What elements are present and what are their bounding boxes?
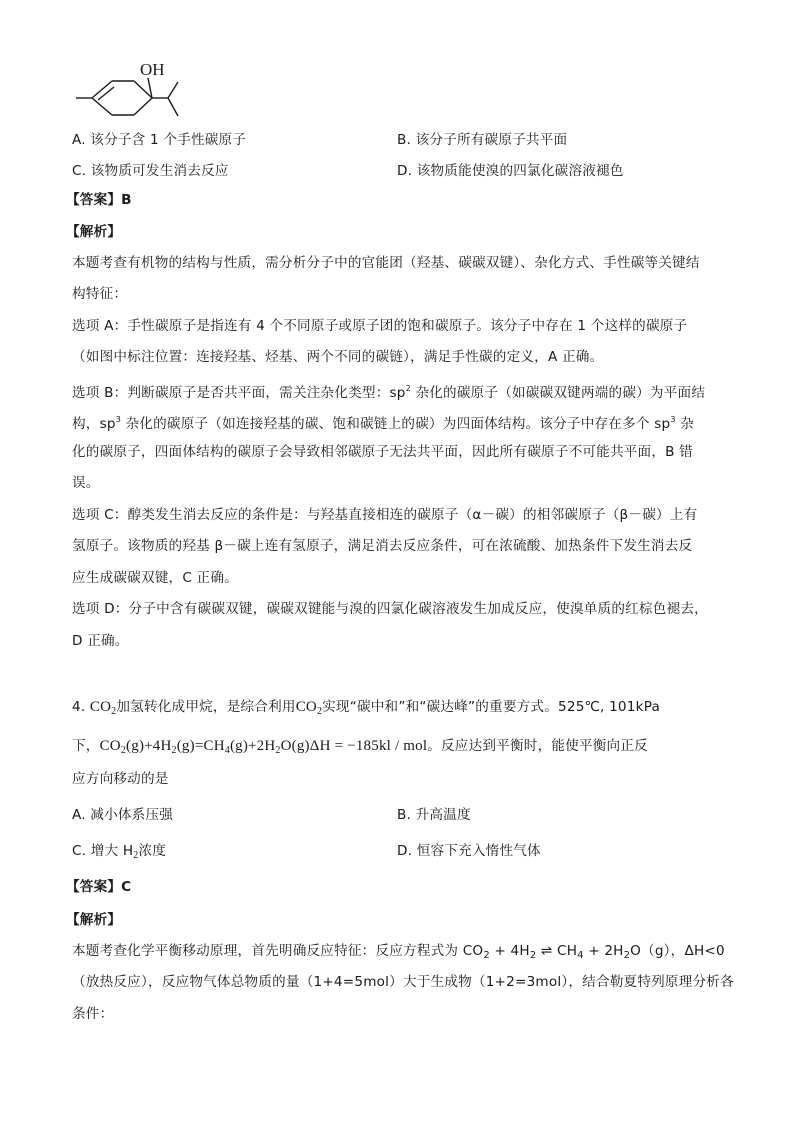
q3-option-b-analysis-line: 误。: [72, 475, 100, 491]
q4-option-b: B. 升高温度: [397, 807, 471, 823]
oh-label: OH: [140, 60, 165, 79]
q3-analysis-heading: 【解析】: [66, 224, 122, 240]
q4-stem-line: 应方向移动的是: [72, 771, 169, 787]
q3-analysis-line: 本题考查有机物的结构与性质，需分析分子中的官能团（羟基、碳碳双键）、杂化方式、手性碳等关键结: [72, 255, 700, 271]
q4-stem-line: 下，$CO_2(g)+4H_2(g)=CH_4(g)+2H_2O(g)\Delta H = -185kl$ / mol。反应达到平衡时，能使平衡向正反: [72, 738, 648, 756]
q3-analysis-line: 构特征：: [72, 286, 128, 302]
q3-answer: 【答案】B: [66, 192, 132, 208]
q3-option-d: D. 该物质能使溴的四氯化碳溶液褪色: [397, 163, 624, 179]
q4-analysis-line: 本题考查化学平衡移动原理，首先明确反应特征：反应方程式为 $CO_2 + 4H_2$ ⇌ $CH_4 + 2H_2O(g)$，ΔH<0: [72, 943, 725, 961]
q3-option-c-analysis-line: 选项 C：醇类发生消去反应的条件是：与羟基直接相连的碳原子（α－碳）的相邻碳原子（β－碳）上有: [72, 507, 698, 523]
ring-double-bond: [92, 81, 112, 98]
q4-analysis-line: 条件：: [72, 1006, 114, 1022]
q3-option-c: C. 该物质可发生消去反应: [72, 163, 229, 179]
q4-answer: 【答案】C: [66, 879, 132, 895]
q3-option-b: B. 该分子所有碳原子共平面: [397, 132, 568, 148]
ring-bond-3: [134, 98, 152, 115]
q3-option-a: A. 该分子含 1 个手性碳原子: [72, 132, 247, 148]
q3-option-d-analysis-line: 选项 D：分子中含有碳碳双键，碳碳双键能与溴的四氯化碳溶液发生加成反应，使溴单质的红棕色褪去，: [72, 601, 708, 617]
q4-number: 4.: [72, 699, 86, 715]
q4-option-a: A. 减小体系压强: [72, 807, 174, 823]
q4-analysis-heading: 【解析】: [66, 912, 122, 928]
q3-option-c-analysis-line: 应生成碳碳双键，C 正确。: [72, 570, 238, 586]
molecule-structure: [70, 58, 200, 124]
isopropyl-branch-1: [168, 82, 178, 98]
q3-option-d-analysis-line: D 正确。: [72, 633, 129, 649]
q4-option-d: D. 恒容下充入惰性气体: [397, 843, 541, 859]
isopropyl-branch-2: [168, 98, 178, 116]
q4-analysis-line: （放热反应），反应物气体总物质的量（1+4=5mol）大于生成物（1+2=3mol），结合勒夏特列原理分析各: [72, 974, 734, 990]
q4-stem-line: 4. $CO_2$加氢转化成甲烷，是综合利用$CO_2$实现“碳中和”和“碳达峰”的重要方式。525℃, 101kPa: [72, 699, 661, 717]
ring-double-bond-inner: [98, 87, 114, 100]
q3-analysis-line: 选项 A：手性碳原子是指连有 4 个不同原子或原子团的饱和碳原子。该分子中存在 1 个这样的碳原子: [72, 318, 688, 334]
q3-option-b-analysis-line: 选项 B：判断碳原子是否共平面，需关注杂化类型：$sp^2$ 杂化的碳原子（如碳碳双键两端的碳）为平面结: [72, 384, 706, 401]
q3-analysis-line: （如图中标注位置：连接羟基、烃基、两个不同的碳链），满足手性碳的定义，A 正确。: [72, 349, 604, 365]
q4-option-c: C. 增大 $H_2$浓度: [72, 843, 167, 861]
q3-option-b-analysis-line: 构，$sp^3$ 杂化的碳原子（如连接羟基的碳、饱和碳链上的碳）为四面体结构。该分子中存在多个 $sp^3$ 杂: [72, 415, 694, 432]
q3-option-b-analysis-line: 化的碳原子，四面体结构的碳原子会导致相邻碳原子无法共平面，因此所有碳原子不可能共平面，B 错: [72, 444, 693, 460]
q4-equation: $CO_2(g)+4H_2(g)=CH_4(g)+2H_2O(g)\Delta H = -185kl$ / mol: [99, 738, 428, 756]
q3-option-c-analysis-line: 氢原子。该物质的羟基 β－碳上连有氢原子，满足消去反应条件，可在浓硫酸、加热条件下发生消去反: [72, 538, 693, 554]
ring-bond-5: [92, 98, 112, 115]
